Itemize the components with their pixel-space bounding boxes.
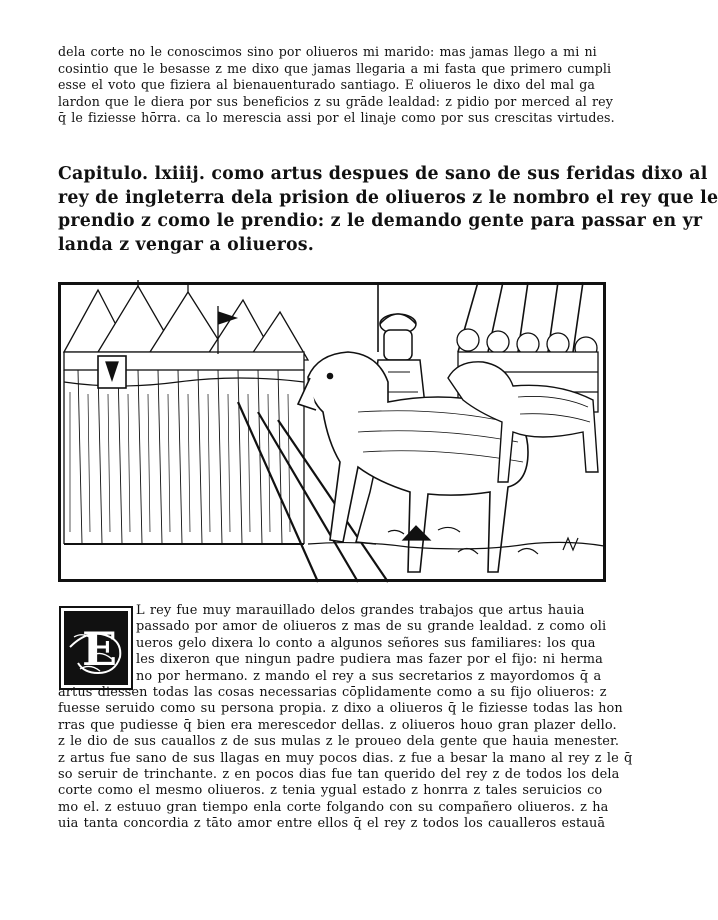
text-line: cosintio que le besasse z me dixo que jamas llegaria a mi fasta que primero cumpli — [58, 60, 612, 76]
initial-letter: E — [82, 622, 118, 676]
text-line: no por hermano. z mando el rey a sus secretarios z mayordomos q̄ a — [136, 668, 602, 684]
text-line: rras que pudiesse q̄ bien era merescedor dellas. z oliueros houo gran plazer dello. — [58, 717, 617, 733]
text-line: corte como el mesmo oliueros. z tenia ygual estado z honrra z tales seruicios co — [58, 783, 603, 799]
chapter-heading — [58, 163, 718, 257]
text-line: z artus fue sano de sus llagas en muy pocos dias. z fue a besar la mano al rey z le q̄ — [58, 750, 633, 766]
text-line: ueros gelo dixera lo conto a algunos señores sus familiares: los qua — [136, 635, 596, 651]
text-line: fuesse seruido como su persona propia. z dixo a oliueros q̄ le fiziesse todas las hon — [58, 701, 623, 717]
text-line: q̄ le fiziesse hōrra. ca lo merescia assi por el linaje como por sus crescitas virtudes. — [58, 110, 615, 126]
text-line: L rey fue muy marauillado delos grandes trabajos que artus hauia — [136, 603, 585, 618]
heading-line: landa z vengar a oliueros. — [58, 234, 315, 255]
heading-line: prendio z como le prendio: z le demando gente para passar en yr — [58, 211, 703, 231]
text-line: mo el. z estuuo gran tiempo enla corte folgando con su compañero oliueros. z ha — [58, 799, 609, 815]
text-line: les dixeron que ningun padre pudiera mas fazer por el fijo: ni herma — [136, 652, 603, 668]
heading-line: Capitulo. lxiiij. como artus despues de sano de sus feridas dixo al — [58, 164, 708, 184]
top-paragraph — [58, 44, 618, 127]
text-line: passado por amor de oliueros z mas de su grande lealdad. z como oli — [136, 619, 607, 635]
text-line: z le dio de sus cauallos z de sus mulas z le proueo dela gente que hauia menester. — [58, 734, 620, 750]
body-paragraph — [58, 603, 633, 833]
text-line: dela corte no le conoscimos sino por oliueros mi marido: mas jamas llego a mi ni — [58, 44, 597, 59]
text-line: esse el voto que fiziera al bienauenturado santiago. E oliueros le dixo del mal ga — [58, 77, 595, 93]
text-line: so seruir de trinchante. z en pocos dias fue tan querido del rey z de todos los dela — [58, 767, 620, 783]
text-line: uia tanta concordia z tāto amor entre ellos q̄ el rey z todos los caualleros estauā — [58, 816, 606, 832]
text-line: lardon que le diera por sus beneficios z su grāde lealdad: z pidio por merced al rey — [58, 93, 613, 109]
heading-line: rey de ingleterra dela prision de oliueros z le nombro el rey que le — [58, 187, 718, 208]
text-line: artus diessen todas las cosas necessarias cōplidamente como a su fijo oliueros: z — [58, 685, 607, 701]
woodcut-illustration — [58, 282, 606, 582]
